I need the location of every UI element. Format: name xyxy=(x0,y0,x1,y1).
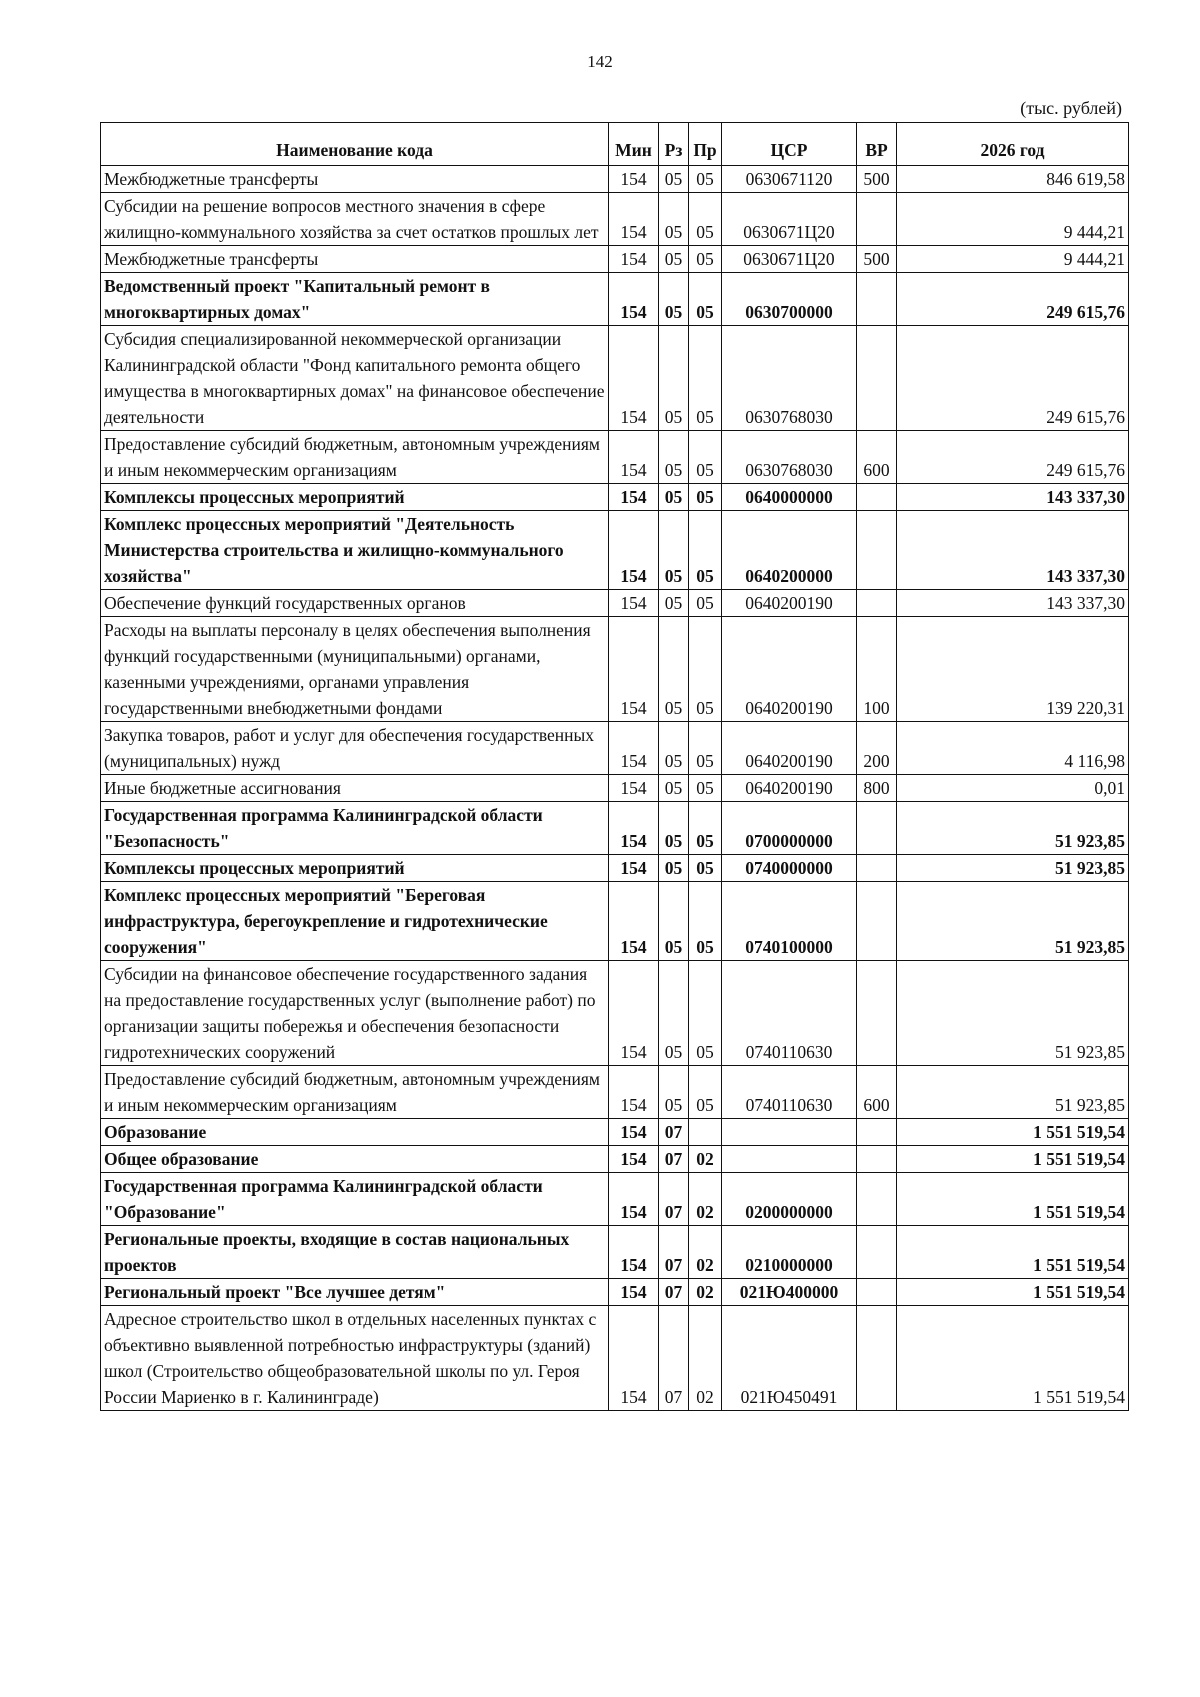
header-vr: ВР xyxy=(857,123,897,166)
cell-rz: 05 xyxy=(659,617,689,722)
cell-amount: 51 923,85 xyxy=(897,961,1129,1066)
header-name: Наименование кода xyxy=(101,123,609,166)
cell-amount: 1 551 519,54 xyxy=(897,1173,1129,1226)
cell-pr: 05 xyxy=(689,882,722,961)
cell-amount: 1 551 519,54 xyxy=(897,1279,1129,1306)
cell-vr: 600 xyxy=(857,431,897,484)
table-row xyxy=(101,855,1129,882)
cell-csr: 0210000000 xyxy=(722,1226,857,1279)
cell-pr: 02 xyxy=(689,1306,722,1411)
cell-name: Субсидия специализированной некоммерческой организации Калининградской области "Фонд капитального ремонта общего имущества в многоквартирных домах" на финансовое обеспечение деятельности xyxy=(101,326,609,431)
cell-rz: 05 xyxy=(659,511,689,590)
cell-vr: 600 xyxy=(857,1066,897,1119)
cell-csr: 021Ю450491 xyxy=(722,1306,857,1411)
cell-amount: 1 551 519,54 xyxy=(897,1306,1129,1411)
cell-csr: 0640200190 xyxy=(722,775,857,802)
cell-min: 154 xyxy=(609,193,659,246)
table-row xyxy=(101,775,1129,802)
cell-vr: 800 xyxy=(857,775,897,802)
cell-pr: 05 xyxy=(689,431,722,484)
cell-name: Закупка товаров, работ и услуг для обеспечения государственных (муниципальных) нужд xyxy=(101,722,609,775)
cell-vr: 500 xyxy=(857,166,897,193)
cell-rz: 05 xyxy=(659,166,689,193)
cell-rz: 05 xyxy=(659,431,689,484)
cell-min: 154 xyxy=(609,961,659,1066)
cell-pr: 05 xyxy=(689,246,722,273)
cell-pr: 05 xyxy=(689,193,722,246)
cell-amount: 51 923,85 xyxy=(897,855,1129,882)
table-row xyxy=(101,1279,1129,1306)
cell-amount: 249 615,76 xyxy=(897,326,1129,431)
cell-name: Государственная программа Калининградской области "Образование" xyxy=(101,1173,609,1226)
cell-min: 154 xyxy=(609,855,659,882)
table-row xyxy=(101,722,1129,775)
cell-rz: 05 xyxy=(659,722,689,775)
cell-min: 154 xyxy=(609,1306,659,1411)
cell-vr xyxy=(857,1119,897,1146)
cell-amount: 51 923,85 xyxy=(897,802,1129,855)
table-header-row xyxy=(101,123,1129,166)
table-row xyxy=(101,617,1129,722)
table-row xyxy=(101,511,1129,590)
cell-amount: 846 619,58 xyxy=(897,166,1129,193)
cell-amount: 1 551 519,54 xyxy=(897,1146,1129,1173)
cell-amount: 1 551 519,54 xyxy=(897,1119,1129,1146)
cell-vr xyxy=(857,882,897,961)
cell-min: 154 xyxy=(609,775,659,802)
cell-name: Адресное строительство школ в отдельных населенных пунктах с объективно выявленной потребностью инфраструктуры (зданий) школ (Строительство общеобразовательной школы по ул. Героя России Мариенко в г. Калининграде) xyxy=(101,1306,609,1411)
cell-csr: 0630700000 xyxy=(722,273,857,326)
cell-min: 154 xyxy=(609,246,659,273)
cell-min: 154 xyxy=(609,273,659,326)
cell-rz: 05 xyxy=(659,1066,689,1119)
cell-name: Межбюджетные трансферты xyxy=(101,166,609,193)
cell-pr xyxy=(689,1119,722,1146)
cell-rz: 07 xyxy=(659,1306,689,1411)
cell-rz: 05 xyxy=(659,246,689,273)
table-row xyxy=(101,1306,1129,1411)
cell-name: Региональные проекты, входящие в состав национальных проектов xyxy=(101,1226,609,1279)
cell-name: Государственная программа Калининградской области "Безопасность" xyxy=(101,802,609,855)
cell-min: 154 xyxy=(609,166,659,193)
table-row xyxy=(101,166,1129,193)
table-body xyxy=(101,166,1129,1411)
cell-min: 154 xyxy=(609,1119,659,1146)
cell-name: Межбюджетные трансферты xyxy=(101,246,609,273)
cell-name: Комплекс процессных мероприятий "Береговая инфраструктура, берегоукрепление и гидротехнические сооружения" xyxy=(101,882,609,961)
cell-pr: 05 xyxy=(689,166,722,193)
table-row xyxy=(101,590,1129,617)
cell-pr: 05 xyxy=(689,511,722,590)
cell-csr: 0640000000 xyxy=(722,484,857,511)
page-number: 142 xyxy=(587,52,613,71)
cell-min: 154 xyxy=(609,1279,659,1306)
table-row xyxy=(101,1173,1129,1226)
cell-amount: 0,01 xyxy=(897,775,1129,802)
cell-name: Региональный проект "Все лучшее детям" xyxy=(101,1279,609,1306)
cell-pr: 05 xyxy=(689,961,722,1066)
cell-rz: 05 xyxy=(659,326,689,431)
cell-name: Общее образование xyxy=(101,1146,609,1173)
cell-min: 154 xyxy=(609,722,659,775)
cell-rz: 05 xyxy=(659,855,689,882)
cell-pr: 05 xyxy=(689,855,722,882)
cell-rz: 05 xyxy=(659,961,689,1066)
table-row xyxy=(101,193,1129,246)
header-csr: ЦСР xyxy=(722,123,857,166)
cell-min: 154 xyxy=(609,617,659,722)
table-row xyxy=(101,1119,1129,1146)
cell-vr xyxy=(857,1146,897,1173)
cell-pr: 05 xyxy=(689,484,722,511)
cell-pr: 05 xyxy=(689,722,722,775)
cell-vr xyxy=(857,961,897,1066)
table-row xyxy=(101,1146,1129,1173)
cell-rz: 05 xyxy=(659,775,689,802)
cell-name: Комплекс процессных мероприятий "Деятельность Министерства строительства и жилищно-коммунального хозяйства" xyxy=(101,511,609,590)
cell-pr: 02 xyxy=(689,1226,722,1279)
cell-name: Предоставление субсидий бюджетным, автономным учреждениям и иным некоммерческим организациям xyxy=(101,1066,609,1119)
cell-name: Субсидии на решение вопросов местного значения в сфере жилищно-коммунального хозяйства за счет остатков прошлых лет xyxy=(101,193,609,246)
cell-min: 154 xyxy=(609,326,659,431)
cell-rz: 05 xyxy=(659,882,689,961)
cell-name: Образование xyxy=(101,1119,609,1146)
cell-name: Расходы на выплаты персоналу в целях обеспечения выполнения функций государственными (муниципальными) органами, казенными учреждениями, органами управления государственными внебюджетными фондами xyxy=(101,617,609,722)
header-pr: Пр xyxy=(689,123,722,166)
cell-csr: 0200000000 xyxy=(722,1173,857,1226)
cell-min: 154 xyxy=(609,511,659,590)
cell-vr xyxy=(857,273,897,326)
table-row xyxy=(101,246,1129,273)
cell-min: 154 xyxy=(609,1173,659,1226)
header-rz: Рз xyxy=(659,123,689,166)
cell-amount: 139 220,31 xyxy=(897,617,1129,722)
cell-vr xyxy=(857,484,897,511)
cell-amount: 9 444,21 xyxy=(897,246,1129,273)
cell-min: 154 xyxy=(609,1066,659,1119)
cell-vr xyxy=(857,1279,897,1306)
cell-rz: 07 xyxy=(659,1279,689,1306)
cell-pr: 05 xyxy=(689,802,722,855)
cell-name: Обеспечение функций государственных органов xyxy=(101,590,609,617)
cell-vr xyxy=(857,1226,897,1279)
cell-rz: 05 xyxy=(659,273,689,326)
cell-amount: 249 615,76 xyxy=(897,431,1129,484)
table-row xyxy=(101,1226,1129,1279)
cell-amount: 51 923,85 xyxy=(897,882,1129,961)
cell-csr xyxy=(722,1119,857,1146)
cell-csr: 0640200190 xyxy=(722,617,857,722)
cell-min: 154 xyxy=(609,802,659,855)
cell-vr xyxy=(857,193,897,246)
table-row xyxy=(101,431,1129,484)
cell-amount: 143 337,30 xyxy=(897,511,1129,590)
cell-amount: 1 551 519,54 xyxy=(897,1226,1129,1279)
cell-vr: 100 xyxy=(857,617,897,722)
cell-vr xyxy=(857,590,897,617)
header-year: 2026 год xyxy=(897,123,1129,166)
cell-pr: 02 xyxy=(689,1279,722,1306)
cell-amount: 249 615,76 xyxy=(897,273,1129,326)
cell-vr xyxy=(857,802,897,855)
cell-pr: 05 xyxy=(689,326,722,431)
cell-name: Ведомственный проект "Капитальный ремонт в многоквартирных домах" xyxy=(101,273,609,326)
cell-min: 154 xyxy=(609,1226,659,1279)
cell-rz: 07 xyxy=(659,1173,689,1226)
cell-vr xyxy=(857,511,897,590)
budget-table xyxy=(100,122,1129,1411)
cell-csr: 0640200000 xyxy=(722,511,857,590)
table-row xyxy=(101,961,1129,1066)
cell-csr: 0630768030 xyxy=(722,431,857,484)
cell-rz: 07 xyxy=(659,1146,689,1173)
cell-csr xyxy=(722,1146,857,1173)
cell-csr: 0630671Ц20 xyxy=(722,246,857,273)
cell-rz: 07 xyxy=(659,1226,689,1279)
cell-csr: 0700000000 xyxy=(722,802,857,855)
cell-csr: 0630671Ц20 xyxy=(722,193,857,246)
table-row xyxy=(101,882,1129,961)
cell-csr: 021Ю400000 xyxy=(722,1279,857,1306)
cell-pr: 02 xyxy=(689,1173,722,1226)
table-row xyxy=(101,273,1129,326)
cell-amount: 4 116,98 xyxy=(897,722,1129,775)
cell-csr: 0630768030 xyxy=(722,326,857,431)
cell-amount: 143 337,30 xyxy=(897,590,1129,617)
cell-csr: 0640200190 xyxy=(722,722,857,775)
cell-vr: 500 xyxy=(857,246,897,273)
cell-rz: 05 xyxy=(659,193,689,246)
cell-amount: 143 337,30 xyxy=(897,484,1129,511)
cell-vr xyxy=(857,1306,897,1411)
cell-csr: 0630671120 xyxy=(722,166,857,193)
cell-name: Комплексы процессных мероприятий xyxy=(101,855,609,882)
cell-pr: 05 xyxy=(689,590,722,617)
cell-name: Иные бюджетные ассигнования xyxy=(101,775,609,802)
cell-pr: 05 xyxy=(689,617,722,722)
cell-rz: 05 xyxy=(659,590,689,617)
cell-csr: 0640200190 xyxy=(722,590,857,617)
header-min: Мин xyxy=(609,123,659,166)
cell-vr xyxy=(857,855,897,882)
cell-min: 154 xyxy=(609,484,659,511)
table-row xyxy=(101,484,1129,511)
cell-pr: 02 xyxy=(689,1146,722,1173)
cell-rz: 05 xyxy=(659,802,689,855)
cell-pr: 05 xyxy=(689,775,722,802)
cell-vr xyxy=(857,326,897,431)
cell-vr xyxy=(857,1173,897,1226)
cell-min: 154 xyxy=(609,431,659,484)
cell-name: Комплексы процессных мероприятий xyxy=(101,484,609,511)
cell-min: 154 xyxy=(609,1146,659,1173)
cell-name: Предоставление субсидий бюджетным, автономным учреждениям и иным некоммерческим организациям xyxy=(101,431,609,484)
cell-pr: 05 xyxy=(689,273,722,326)
cell-rz: 05 xyxy=(659,484,689,511)
cell-min: 154 xyxy=(609,590,659,617)
cell-min: 154 xyxy=(609,882,659,961)
cell-csr: 0740100000 xyxy=(722,882,857,961)
cell-amount: 51 923,85 xyxy=(897,1066,1129,1119)
cell-name: Субсидии на финансовое обеспечение государственного задания на предоставление государственных услуг (выполнение работ) по организации защиты побережья и обеспечения безопасности гидротехнических сооружений xyxy=(101,961,609,1066)
cell-amount: 9 444,21 xyxy=(897,193,1129,246)
table-row xyxy=(101,1066,1129,1119)
cell-rz: 07 xyxy=(659,1119,689,1146)
table-row xyxy=(101,802,1129,855)
cell-csr: 0740110630 xyxy=(722,1066,857,1119)
cell-pr: 05 xyxy=(689,1066,722,1119)
units-label: (тыс. рублей) xyxy=(1020,98,1122,118)
cell-csr: 0740000000 xyxy=(722,855,857,882)
table-row xyxy=(101,326,1129,431)
cell-csr: 0740110630 xyxy=(722,961,857,1066)
cell-vr: 200 xyxy=(857,722,897,775)
